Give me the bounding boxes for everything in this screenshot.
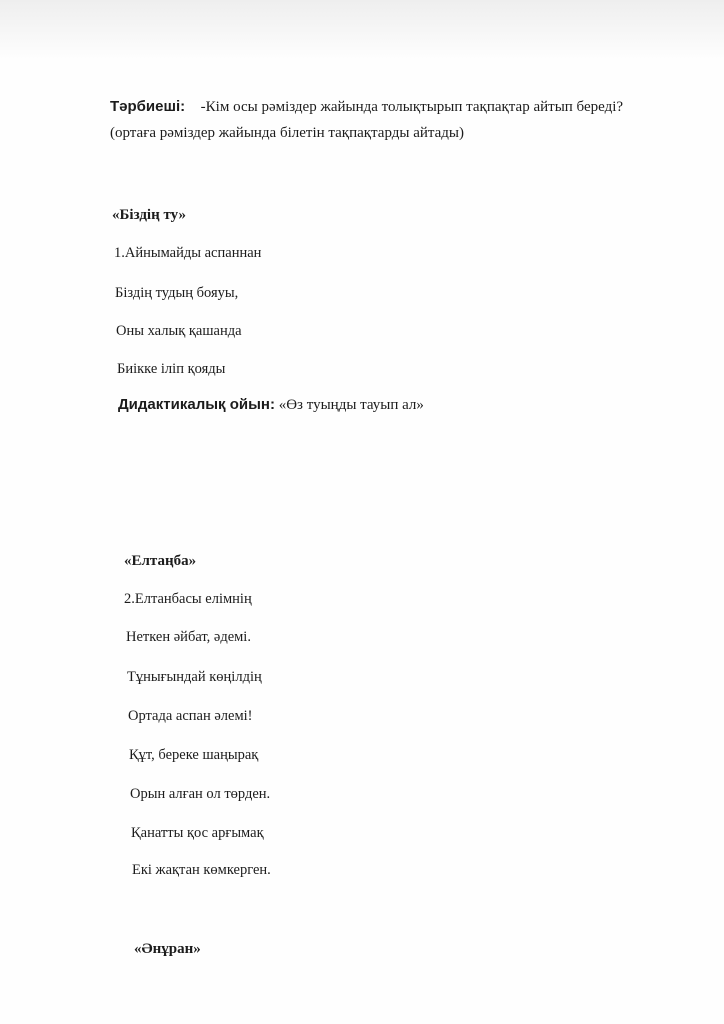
flag-verse-line-2: Біздің тудың бояуы,	[115, 285, 239, 301]
flag-verse-line-4: Биікке іліп қояды	[117, 361, 226, 377]
emblem-verse-line-6: Орын алған ол төрден.	[130, 786, 271, 802]
intro-line	[110, 98, 623, 116]
emblem-verse-line-7: Қанатты қос арғымақ	[131, 825, 264, 841]
emblem-verse-line-4: Ортада аспан әлемі!	[128, 708, 253, 724]
emblem-verse-line-1: 2.Елтанбасы елімнің	[124, 591, 252, 607]
flag-verse-line-3: Оны халық қашанда	[116, 323, 242, 339]
flag-verse-line-1: 1.Айнымайды аспаннан	[114, 245, 262, 261]
emblem-verse-line-2: Неткен әйбат, әдемі.	[126, 629, 251, 645]
emblem-verse-line-5: Құт, береке шаңырақ	[129, 747, 259, 763]
anthem-section-title: «Әнұран»	[134, 941, 201, 957]
didactic-game-name: «Өз туыңды тауып ал»	[278, 397, 424, 413]
intro-question: -Кім осы рәміздер жайында толықтырып тақпақтар айтып береді?	[200, 99, 624, 115]
didactic-game-label: Дидактикалық ойын:	[118, 396, 275, 413]
scan-smudge	[0, 0, 724, 60]
speaker-label: Тәрбиеші:	[110, 98, 186, 115]
emblem-section-title: «Елтаңба»	[124, 553, 197, 569]
flag-section-title: «Біздің ту»	[112, 207, 187, 223]
emblem-verse-line-3: Тұнығындай көңілдің	[127, 669, 262, 685]
intro-note: (ортаға рәміздер жайында білетін тақпақтарды айтады)	[110, 125, 465, 141]
emblem-verse-line-8: Екі жақтан көмкерген.	[132, 862, 271, 878]
didactic-game-line	[118, 396, 424, 414]
